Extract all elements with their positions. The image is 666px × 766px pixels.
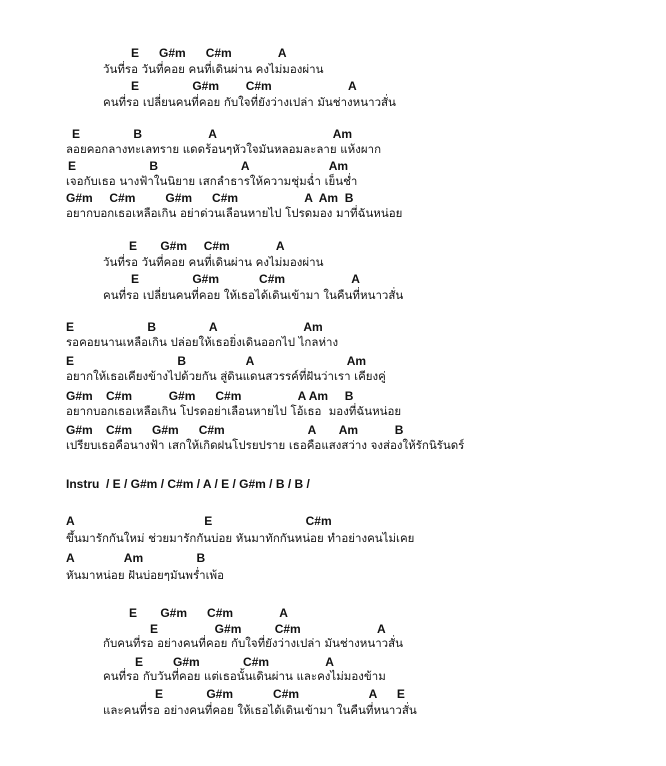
lyric-line: เจอกับเธอ นางฟ้าในนิยาย เสกลำธารให้ความชุ่มฉ่ำ เย็นช่ำ bbox=[66, 174, 358, 188]
chord-line: E B A Am bbox=[66, 320, 323, 334]
chord-line: E G#m C#m A bbox=[129, 239, 285, 253]
lyric-line: อยากบอกเธอเหลือเกิน โปรดอย่าเลือนหายไป โอ้เธอ มองที่ฉันหน่อย bbox=[66, 404, 402, 418]
instrumental-line: Instru / E / G#m / C#m / A / E / G#m / B / B / bbox=[66, 477, 310, 491]
lyric-line: อยากให้เธอเคียงข้างไปด้วยกัน สู่ดินแดนสวรรค์ที่ฝันว่าเรา เคียงคู่ bbox=[66, 369, 386, 383]
lyric-line: หันมาหน่อย ฝันบ่อยๆมันพร่ำเพ้อ bbox=[66, 568, 225, 582]
lyric-line: รอคอยนานเหลือเกิน ปล่อยให้เธอยิ่งเดินออกไป ไกลห่าง bbox=[66, 335, 339, 349]
chord-line: G#m C#m G#m C#m A Am B bbox=[66, 191, 354, 205]
lyric-line: เปรียบเธอคือนางฟ้า เสกให้เกิดฝนโปรยปราย เธอคือแสงสว่าง จงส่องให้รักนิรันดร์ bbox=[66, 438, 465, 452]
lyric-line: คนที่รอ กับวันที่คอย แต่เธอนั้นเดินผ่าน และคงไม่มองข้าม bbox=[103, 669, 386, 683]
lyric-line: อยากบอกเธอเหลือเกิน อย่าด่วนเลือนหายไป โปรดมอง มาที่ฉันหน่อย bbox=[66, 206, 403, 220]
chord-line: A E C#m bbox=[66, 514, 332, 528]
chord-line: E G#m C#m A bbox=[150, 622, 386, 636]
lyric-line: คนที่รอ เปลี่ยนคนที่คอย กับใจที่ยังว่างเปล่า มันช่างหนาวสั่น bbox=[103, 95, 396, 109]
chord-line: E B A Am bbox=[72, 127, 353, 141]
chord-line: A Am B bbox=[66, 551, 206, 565]
chord-line: E B A Am bbox=[66, 354, 367, 368]
lyric-line: และคนที่รอ อย่างคนที่คอย ให้เธอได้เดินเข้ามา ในคืนที่หนาวสั่น bbox=[103, 703, 417, 717]
lyric-line: ขึ้นมารักกันใหม่ ช่วยมารักกันบ่อย หันมาทักกันหน่อย ทำอย่างคนไม่เคย bbox=[66, 531, 415, 545]
chord-line: E G#m C#m A E bbox=[155, 687, 405, 701]
chord-line: E B A Am bbox=[68, 159, 349, 173]
chord-line: G#m C#m G#m C#m A Am B bbox=[66, 389, 354, 403]
lyric-line: กับคนที่รอ อย่างคนที่คอย กับใจที่ยังว่างเปล่า มันช่างหนาวสั่น bbox=[103, 636, 404, 650]
chord-line: E G#m C#m A bbox=[135, 655, 334, 669]
chord-line: E G#m C#m A bbox=[131, 79, 357, 93]
lyric-line: วันที่รอ วันที่คอย คนที่เดินผ่าน คงไม่มองผ่าน bbox=[103, 62, 324, 76]
lyric-line: คนที่รอ เปลี่ยนคนที่คอย ให้เธอได้เดินเข้ามา ในคืนที่หนาวสั่น bbox=[103, 288, 404, 302]
lyric-line: ลอยคอกลางทะเลทราย แดดร้อนๆหัวใจมันหลอมละลาย แห้งผาก bbox=[66, 142, 382, 156]
chord-line: E G#m C#m A bbox=[129, 606, 288, 620]
chord-line: G#m C#m G#m C#m A Am B bbox=[66, 423, 404, 437]
chord-line: E G#m C#m A bbox=[131, 272, 360, 286]
lyric-line: วันที่รอ วันที่คอย คนที่เดินผ่าน คงไม่มองผ่าน bbox=[103, 255, 324, 269]
chord-line: E G#m C#m A bbox=[131, 46, 287, 60]
